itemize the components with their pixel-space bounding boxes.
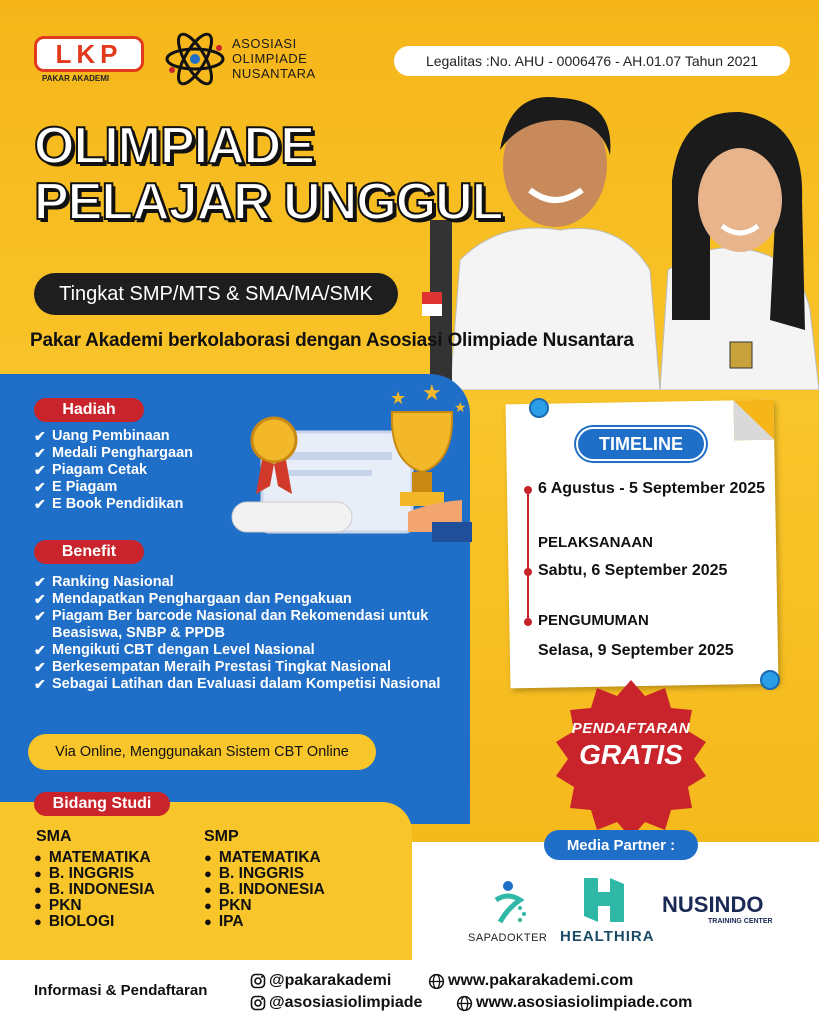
list-item: ✔ Uang Pembinaan [34, 428, 170, 444]
check-icon: ✔ [34, 591, 46, 607]
healthira-logo-icon [576, 872, 632, 928]
timeline-dot [524, 486, 532, 494]
gratis-badge [548, 676, 714, 842]
partner-sapadokter: SAPADOKTER [468, 932, 548, 944]
check-icon: ✔ [34, 608, 46, 624]
check-icon: ✔ [34, 676, 46, 692]
media-partner-label: Media Partner : [544, 830, 698, 860]
hadiah-tag: Hadiah [34, 398, 144, 422]
bidang-studi-tag: Bidang Studi [34, 792, 170, 816]
list-item: ✔ Piagam Ber barcode Nasional dan Rekomendasi untuk Beasiswa, SNBP & PPDB [34, 608, 429, 641]
title-line-1: OLIMPIADE [34, 117, 314, 175]
list-item: ✔ Ranking Nasional [34, 574, 174, 590]
aon-logo-line: ASOSIASI [232, 36, 297, 51]
instagram-icon [250, 995, 266, 1011]
timeline-heading: TIMELINE [576, 427, 706, 461]
instagram-icon [250, 973, 266, 989]
instagram-handle: @pakarakademi [269, 972, 392, 989]
timeline-line [527, 486, 529, 626]
check-icon: ✔ [34, 496, 46, 512]
list-item: ● B. INDONESIA [34, 882, 155, 898]
list-item: ● B. INGGRIS [204, 866, 325, 882]
hadiah-list [34, 428, 244, 513]
benefit-list [34, 574, 454, 693]
list-item: ✔ Sebagai Latihan dan Evaluasi dalam Kompetisi Nasional [34, 676, 441, 692]
list-item: ● IPA [204, 914, 325, 930]
website-url: www.asosiasiolimpiade.com [476, 994, 693, 1011]
footer-info-label: Informasi & Pendaftaran [34, 982, 208, 999]
timeline-registration: 6 Agustus - 5 September 2025 [538, 480, 766, 497]
atom-icon [164, 28, 226, 90]
check-icon: ✔ [34, 445, 46, 461]
aon-logo [164, 28, 344, 90]
check-icon: ✔ [34, 659, 46, 675]
globe-icon [428, 973, 445, 990]
list-item: ● B. INGGRIS [34, 866, 155, 882]
website-url: www.pakarakademi.com [448, 972, 634, 989]
svg-text:★: ★ [390, 388, 407, 409]
page-title [34, 118, 502, 230]
smp-subject-list [204, 850, 325, 930]
gratis-line-1: PENDAFTARAN [571, 720, 691, 737]
list-item: ● MATEMATIKA [34, 850, 155, 866]
check-icon: ✔ [34, 574, 46, 590]
title-line-2: PELAJAR UNGGUL [34, 173, 503, 231]
instagram-contact[interactable] [250, 994, 422, 1012]
sma-heading: SMA [36, 828, 72, 845]
list-item: ✔ E Book Pendidikan [34, 496, 184, 512]
collaboration-text: Pakar Akademi berkolaborasi dengan Asosiasi Olimpiade Nusantara [30, 330, 634, 351]
pin-icon [529, 398, 549, 418]
level-pill: Tingkat SMP/MTS & SMA/MA/SMK [34, 273, 398, 315]
pengumuman-date: Selasa, 9 September 2025 [538, 642, 734, 659]
aon-logo-text [232, 36, 316, 81]
svg-text:★: ★ [454, 400, 467, 416]
mode-pill: Via Online, Menggunakan Sistem CBT Online [28, 734, 376, 770]
list-item: ✔ Mendapatkan Penghargaan dan Pengakuan [34, 591, 352, 607]
list-item: ● PKN [34, 898, 155, 914]
aon-logo-line: OLIMPIADE [232, 51, 308, 66]
pelaksanaan-label: PELAKSANAAN [538, 534, 654, 551]
legalitas-badge: Legalitas :No. AHU - 0006476 - AH.01.07 Tahun 2021 [394, 46, 790, 76]
list-item: ✔ Berkesempatan Meraih Prestasi Tingkat Nasional [34, 659, 392, 675]
lkp-logo-mark: LKP [34, 36, 144, 72]
pelaksanaan-date: Sabtu, 6 September 2025 [538, 562, 728, 579]
check-icon: ✔ [34, 462, 46, 478]
aon-logo-line: NUSANTARA [232, 66, 316, 81]
list-item: ● PKN [204, 898, 325, 914]
instagram-handle: @asosiasiolimpiade [269, 994, 423, 1011]
lkp-logo [34, 36, 144, 86]
timeline-dot [524, 618, 532, 626]
instagram-contact[interactable] [250, 972, 391, 990]
gratis-line-2: GRATIS [579, 739, 683, 770]
website-link[interactable] [428, 972, 633, 990]
check-icon: ✔ [34, 642, 46, 658]
partner-nusindo-sub: TRAINING CENTER [708, 918, 773, 925]
check-icon: ✔ [34, 428, 46, 444]
svg-text:★: ★ [422, 382, 442, 406]
list-item: ● B. INDONESIA [204, 882, 325, 898]
benefit-tag: Benefit [34, 540, 144, 564]
smp-heading: SMP [204, 828, 239, 845]
pengumuman-label: PENGUMUMAN [538, 612, 649, 629]
list-item: ✔ Medali Penghargaan [34, 445, 194, 461]
lkp-logo-subtitle: PAKAR AKADEMI [42, 74, 110, 83]
check-icon: ✔ [34, 479, 46, 495]
sma-subject-list [34, 850, 155, 930]
globe-icon [456, 995, 473, 1012]
trophy-illustration [222, 382, 472, 552]
list-item: ● MATEMATIKA [204, 850, 325, 866]
sapadokter-logo-icon [486, 878, 532, 928]
gratis-text [548, 720, 714, 771]
partner-nusindo: NUSINDO [662, 892, 764, 917]
website-link[interactable] [456, 994, 692, 1012]
page-fold [734, 400, 775, 441]
list-item: ✔ Mengikuti CBT dengan Level Nasional [34, 642, 315, 658]
pin-icon [760, 670, 780, 690]
list-item: ● BIOLOGI [34, 914, 155, 930]
list-item: ✔ E Piagam [34, 479, 118, 495]
partner-healthira: HEALTHIRA [560, 928, 655, 945]
timeline-dot [524, 568, 532, 576]
list-item: ✔ Piagam Cetak [34, 462, 148, 478]
